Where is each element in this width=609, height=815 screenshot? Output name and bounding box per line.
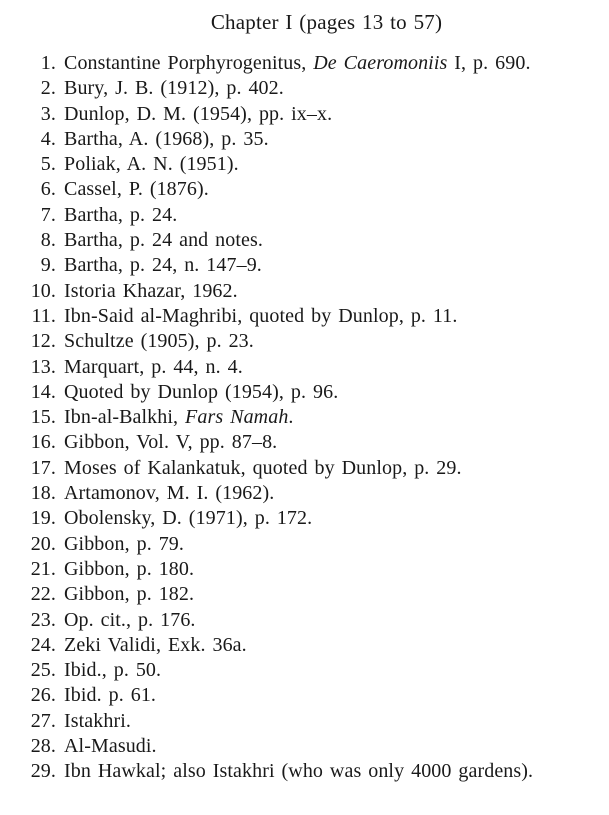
note-text: Schultze (1905), p. 23. [64,330,254,353]
note-item [0,329,609,354]
note-text: Ibn-Said al-Maghribi, quoted by Dunlop, p. 11. [64,304,458,327]
note-number: 8. [40,229,56,252]
note-text: Dunlop, D. M. (1954), pp. ix–x. [64,102,333,125]
note-item [0,683,609,708]
note-item [0,633,609,658]
note-text: Ibn Hawkal; also Istakhri (who was only 4000 gardens). [64,760,534,783]
note-number: 4. [40,127,56,150]
note-number: 22. [30,583,56,606]
note-number: 23. [30,608,56,631]
note-number: 14. [30,380,56,403]
note-number: 26. [30,684,56,707]
note-item [0,759,609,784]
note-text: Bartha, p. 24. [64,203,178,226]
note-number: 6. [40,178,56,201]
note-number: 21. [30,557,56,580]
note-text: Al-Masudi. [64,735,157,758]
note-item [0,532,609,557]
note-text: Istoria Khazar, 1962. [64,279,238,302]
note-number: 29. [30,760,56,783]
note-item [0,102,609,127]
note-number: 17. [30,456,56,479]
notes-list [0,51,609,785]
note-item [0,279,609,304]
note-item [0,355,609,380]
note-number: 13. [30,355,56,378]
note-number: 9. [40,254,56,277]
note-text: Op. cit., p. 176. [64,608,196,631]
note-text: Gibbon, p. 182. [64,583,195,606]
note-text: Constantine Porphyrogenitus, De Caeromoniis I, p. 690. [64,52,531,74]
note-number: 20. [30,532,56,555]
note-item [0,76,609,101]
note-item [0,582,609,607]
note-item [0,304,609,329]
note-item [0,380,609,405]
note-item [0,152,609,177]
note-text: Ibn-al-Balkhi, Fars Namah. [64,406,294,429]
note-item [0,608,609,633]
note-number: 5. [40,153,56,176]
note-text: Poliak, A. N. (1951). [64,153,239,176]
note-item [0,430,609,455]
note-number: 28. [30,735,56,758]
note-item [0,253,609,278]
note-text: Bury, J. B. (1912), p. 402. [64,77,284,100]
note-text: Moses of Kalankatuk, quoted by Dunlop, p. 29. [64,456,462,479]
note-text: Artamonov, M. I. (1962). [64,482,275,505]
note-number: 15. [30,406,56,429]
note-number: 10. [30,279,56,302]
note-text: Zeki Validi, Exk. 36a. [64,633,247,656]
note-item [0,177,609,202]
note-item [0,481,609,506]
note-number: 1. [40,52,56,74]
note-number: 18. [30,482,56,505]
note-number: 2. [40,77,56,100]
note-item [0,506,609,531]
note-number: 24. [30,633,56,656]
note-number: 12. [30,330,56,353]
note-text: Gibbon, Vol. V, pp. 87–8. [64,431,278,454]
note-text: Ibid. p. 61. [64,684,157,707]
note-number: 3. [40,102,56,125]
note-item [0,51,609,76]
chapter-heading: Chapter I (pages 13 to 57) [210,10,443,34]
note-number: 11. [31,304,56,327]
note-item [0,709,609,734]
note-item [0,734,609,759]
note-text: Bartha, A. (1968), p. 35. [64,127,269,150]
note-text: Bartha, p. 24, n. 147–9. [64,254,262,277]
note-item [0,127,609,152]
note-item [0,456,609,481]
note-text: Obolensky, D. (1971), p. 172. [64,507,313,530]
note-text: Cassel, P. (1876). [64,178,209,201]
note-text: Gibbon, p. 79. [64,532,184,555]
note-item [0,228,609,253]
note-item [0,557,609,582]
note-number: 27. [30,709,56,732]
note-number: 7. [40,203,56,226]
note-text: Marquart, p. 44, n. 4. [64,355,243,378]
note-number: 25. [30,659,56,682]
note-text: Bartha, p. 24 and notes. [64,229,264,252]
note-text: Istakhri. [64,709,131,732]
note-item [0,405,609,430]
heading-row [0,9,609,51]
note-text: Quoted by Dunlop (1954), p. 96. [64,380,339,403]
note-item [0,203,609,228]
note-item [0,658,609,683]
note-number: 19. [30,507,56,530]
note-text: Gibbon, p. 180. [64,557,195,580]
note-text: Ibid., p. 50. [64,659,162,682]
note-number: 16. [30,431,56,454]
